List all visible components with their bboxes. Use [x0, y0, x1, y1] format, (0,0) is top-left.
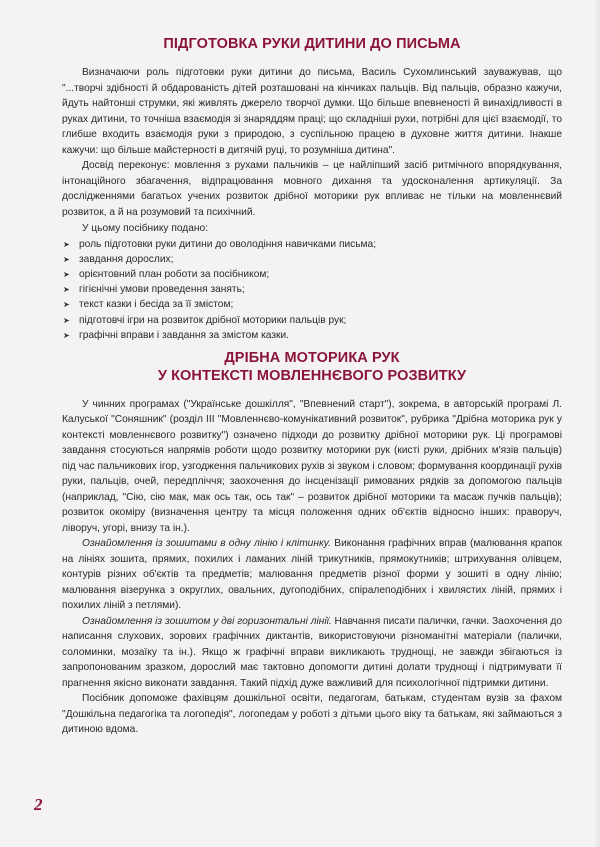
paragraph-audience: Посібник допоможе фахівцям дошкільної освіти, педагогам, батькам, студентам вузів за фахом "Дошкільна педагогіка та логопедія", логопедам у роботі з дітьми цього віку та батькам, які займаються з дитиною вдома.: [62, 693, 562, 736]
list-item: ➤ завдання дорослих;: [63, 252, 562, 267]
arrowhead-bullet-icon: ➤: [63, 254, 70, 264]
arrowhead-bullet-icon: ➤: [63, 269, 70, 279]
list-item: ➤ підготовчі ігри на розвиток дрібної моторики пальців рук;: [63, 313, 562, 328]
section-title-line-1: ДРІБНА МОТОРИКА РУК: [224, 349, 400, 366]
section-title-fine-motor: [62, 349, 562, 385]
arrowhead-bullet-icon: ➤: [63, 315, 70, 325]
contents-list: [62, 237, 562, 343]
list-item: ➤ роль підготовки руки дитини до оволодіння навичками письма;: [63, 237, 562, 252]
list-item: ➤ орієнтовний план роботи за посібником;: [63, 267, 562, 282]
italic-lead: Ознайомлення із зошитами в одну лінію і клітинку.: [82, 538, 332, 550]
list-item: ➤ графічні вправи і завдання за змістом казки.: [63, 328, 562, 343]
section-title-line-2: У КОНТЕКСТІ МОВЛЕННЄВОГО РОЗВИТКУ: [157, 367, 467, 384]
arrowhead-bullet-icon: ➤: [63, 285, 70, 295]
page-number: 2: [34, 795, 43, 814]
arrowhead-bullet-icon: ➤: [63, 330, 70, 340]
page-edge-shadow: [594, 0, 600, 847]
list-intro: У цьому посібнику подано:: [82, 223, 209, 234]
paragraph-programs: У чинних програмах ("Українське дошкілля", "Впевнений старт"), зокрема, в авторській програмі Л. Калуської "Соняшник" (розділ III "Мовленнєво-комунікативний розвиток", рубрика "Дрібна моторика рук у контексті мовленнєвого розвитку") означено підходи до розвитку дрібної моторики рук. Ці програмові завдання стосуються напрямів роботи щодо розвитку моторики рук (кисті руки, дрібних м'язів пальців) під час пальчикових ігор, узгодження пальчикових рухів зі звуком і словом; формування координації рухів руки, пальців, очей, передпліччя; заохочення до інсценізації римованих рядків за допомогою пальців (наприклад, "Сію, сію мак, мак ось так, ось так" – розвиток дрібної моторики та масаж пучків пальців); розвиток окоміру (визначення центру та місця положення одних об'єктів відносно інших: праворуч, ліворуч, угорі, внизу та ін.).: [62, 398, 562, 534]
italic-lead: Ознайомлення із зошитом у дві горизонтальні лінії.: [82, 615, 332, 627]
arrowhead-bullet-icon: ➤: [63, 300, 70, 310]
section-title-hand-preparation: ПІДГОТОВКА РУКИ ДИТИНИ ДО ПИСЬМА: [163, 36, 461, 52]
list-item: ➤ текст казки і бесіда за її змістом;: [63, 297, 562, 312]
paragraph-experience: Досвід переконує: мовлення з рухами пальчиків – це найліпший засіб ритмічного впорядкування, інтонаційного збагачення, відпрацювання мовного дихання та удосконалення артикуляції. За дослідженнями багатьох учених розвиток дрібної моторики рук впливає не тільки на мовленнєвий розвиток, а й на розумовий та психічний.: [62, 160, 562, 218]
arrowhead-bullet-icon: ➤: [63, 239, 70, 249]
list-item: ➤ гігієнічні умови проведення занять;: [63, 282, 562, 297]
paragraph-notebooks-one-line: Ознайомлення із зошитами в одну лінію і клітинку. Виконання графічних вправ (малювання крапок на лініях зошита, прямих, похилих і ламаних ліній трикутників, прямокутників; штрихування олівцем, контурів різних об'єктів та предметів; малювання предметів різної форми у зошиті в одну лінію; малювання візерунка з округлих, овальних, дугоподібних, спіралеподібних і хвилястих ліній, прямих і похилих ліній з петлями).: [62, 538, 563, 612]
paragraph-notebooks-two-lines: Ознайомлення із зошитом у дві горизонтальні лінії. Навчання писати палички, гачки. Заохочення до написання слухових, зорових графічних диктантів, використовуючи різноманітні матеріали (палички, соломинки, мозаїку та ін.). Якщо ж графічні вправи викликають труднощі, не завжди збігаються із запропонованим зразком, дорослий має тактовно допомогти дитині долати труднощі і підтримувати її прагнення якісно виконати завдання. Такий підхід дуже важливий для психологічної підтримки дитини.: [62, 615, 562, 689]
paragraph-sukhomlynsky-quote: Визначаючи роль підготовки руки дитини до письма, Василь Сухомлинський зауважував, що "...творчі здібності й обдарованість дітей розташовані на кінчиках пальців. Від пальців, образно кажучи, йдуть найтонші струмки, які живлять джерело творчої думки. Що більше впевненості й винахідливості в руках дитини, то точніша взаємодія зі знаряддям праці; що складніші рухи, потрібні для цієї взаємодії, то глибше входить взаємодія руки з природою, з суспільною працею в духовне життя дитини. Інакше кажучи: що більше майстерності в дитячій руці, то розумніша дитина".: [62, 67, 562, 156]
